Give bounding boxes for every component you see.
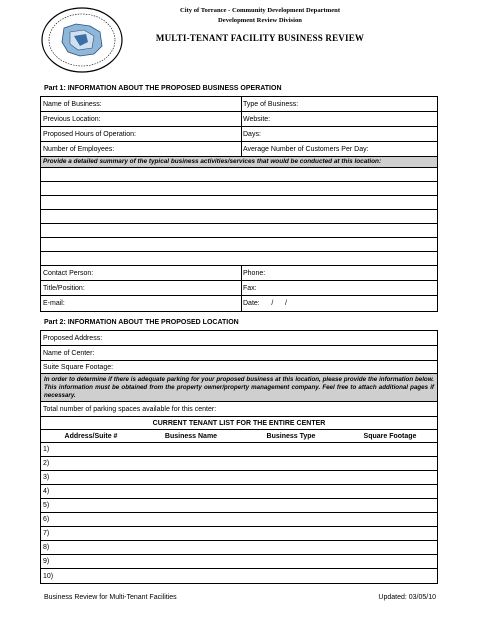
- table-row[interactable]: [41, 513, 437, 527]
- table-row[interactable]: [41, 457, 437, 471]
- suite-square-footage-field[interactable]: Suite Square Footage:: [43, 363, 114, 371]
- footer-updated-date: Updated: 03/05/10: [378, 594, 436, 601]
- name-of-center-field[interactable]: Name of Center:: [43, 349, 95, 357]
- form-row: [41, 361, 437, 374]
- table-row[interactable]: [41, 555, 437, 569]
- phone-field[interactable]: Phone:: [243, 269, 266, 277]
- tenant-list-title: CURRENT TENANT LIST FOR THE ENTIRE CENTER: [152, 419, 326, 427]
- column-header-square-footage: Square Footage: [363, 432, 417, 440]
- part1-table: [40, 96, 438, 312]
- days-field[interactable]: Days:: [243, 130, 261, 138]
- part2-title: Part 2: INFORMATION ABOUT THE PROPOSED LOCATION: [44, 319, 239, 326]
- part1-title: Part 1: INFORMATION ABOUT THE PROPOSED BUSINESS OPERATION: [44, 85, 282, 92]
- form-row: [41, 142, 437, 157]
- summary-line[interactable]: [41, 168, 437, 182]
- tenant-list-title-row: [41, 417, 437, 430]
- summary-prompt-row: [41, 157, 437, 168]
- parking-note: In order to determine if there is adequate parking for your proposed business at this location, please provide the information below. This information must be obtained from the property owner/property management company. Feel free to attach additional pages if necessary.: [44, 376, 434, 400]
- table-row[interactable]: [41, 485, 437, 499]
- row-number: 4): [43, 488, 50, 495]
- summary-line[interactable]: [41, 210, 437, 224]
- customers-per-day-field[interactable]: Average Number of Customers Per Day:: [243, 145, 369, 153]
- summary-line[interactable]: [41, 196, 437, 210]
- type-of-business-field[interactable]: Type of Business:: [243, 100, 299, 108]
- hours-of-operation-field[interactable]: Proposed Hours of Operation:: [43, 130, 136, 138]
- row-number: 6): [43, 516, 50, 523]
- row-number: 5): [43, 502, 50, 509]
- summary-line[interactable]: [41, 224, 437, 238]
- table-row[interactable]: [41, 443, 437, 457]
- summary-prompt: Provide a detailed summary of the typical business activities/services that would be conducted at this location:: [43, 157, 382, 165]
- form-row: [41, 296, 437, 311]
- form-title: MULTI-TENANT FACILITY BUSINESS REVIEW: [155, 33, 365, 43]
- table-row[interactable]: [41, 471, 437, 485]
- row-number: 2): [43, 460, 50, 467]
- parking-note-row: [41, 374, 437, 402]
- form-row: [41, 112, 437, 127]
- parking-spaces-field[interactable]: Total number of parking spaces available for this center:: [43, 405, 217, 413]
- table-row[interactable]: [41, 527, 437, 541]
- form-row: [41, 346, 437, 361]
- title-position-field[interactable]: Title/Position:: [43, 284, 85, 292]
- form-row: [41, 331, 437, 346]
- row-number: 10): [43, 572, 54, 580]
- number-of-employees-field[interactable]: Number of Employees:: [43, 145, 115, 153]
- tenant-header-row: [41, 430, 437, 443]
- proposed-address-field[interactable]: Proposed Address:: [43, 334, 103, 342]
- email-field[interactable]: E-mail:: [43, 300, 65, 307]
- row-number: 7): [43, 530, 50, 537]
- column-header-address: Address/Suite #: [64, 432, 118, 440]
- form-row: [41, 97, 437, 112]
- summary-line[interactable]: [41, 238, 437, 252]
- previous-location-field[interactable]: Previous Location:: [43, 115, 101, 123]
- form-row: [41, 281, 437, 296]
- column-header-business-name: Business Name: [164, 432, 218, 440]
- footer-form-name: Business Review for Multi-Tenant Facilities: [44, 594, 177, 601]
- form-row: [41, 127, 437, 142]
- row-number: 1): [43, 446, 50, 453]
- date-field[interactable]: Date: / /: [243, 300, 287, 307]
- row-number: 8): [43, 544, 50, 551]
- form-row: [41, 266, 437, 281]
- form-row: [41, 402, 437, 417]
- division-line: Development Review Division: [218, 17, 302, 24]
- summary-line[interactable]: [41, 252, 437, 266]
- website-field[interactable]: Website:: [243, 115, 271, 123]
- row-number: 9): [43, 558, 50, 565]
- table-row[interactable]: [41, 569, 437, 583]
- name-of-business-field[interactable]: Name of Business:: [43, 100, 102, 108]
- table-row[interactable]: [41, 541, 437, 555]
- part2-table: [40, 330, 438, 584]
- summary-line[interactable]: [41, 182, 437, 196]
- table-row[interactable]: [41, 499, 437, 513]
- fax-field[interactable]: Fax:: [243, 284, 257, 292]
- department-line: City of Torrance - Community Development Department: [179, 7, 341, 14]
- contact-person-field[interactable]: Contact Person:: [43, 269, 94, 277]
- column-header-business-type: Business Type: [266, 432, 316, 440]
- row-number: 3): [43, 474, 50, 481]
